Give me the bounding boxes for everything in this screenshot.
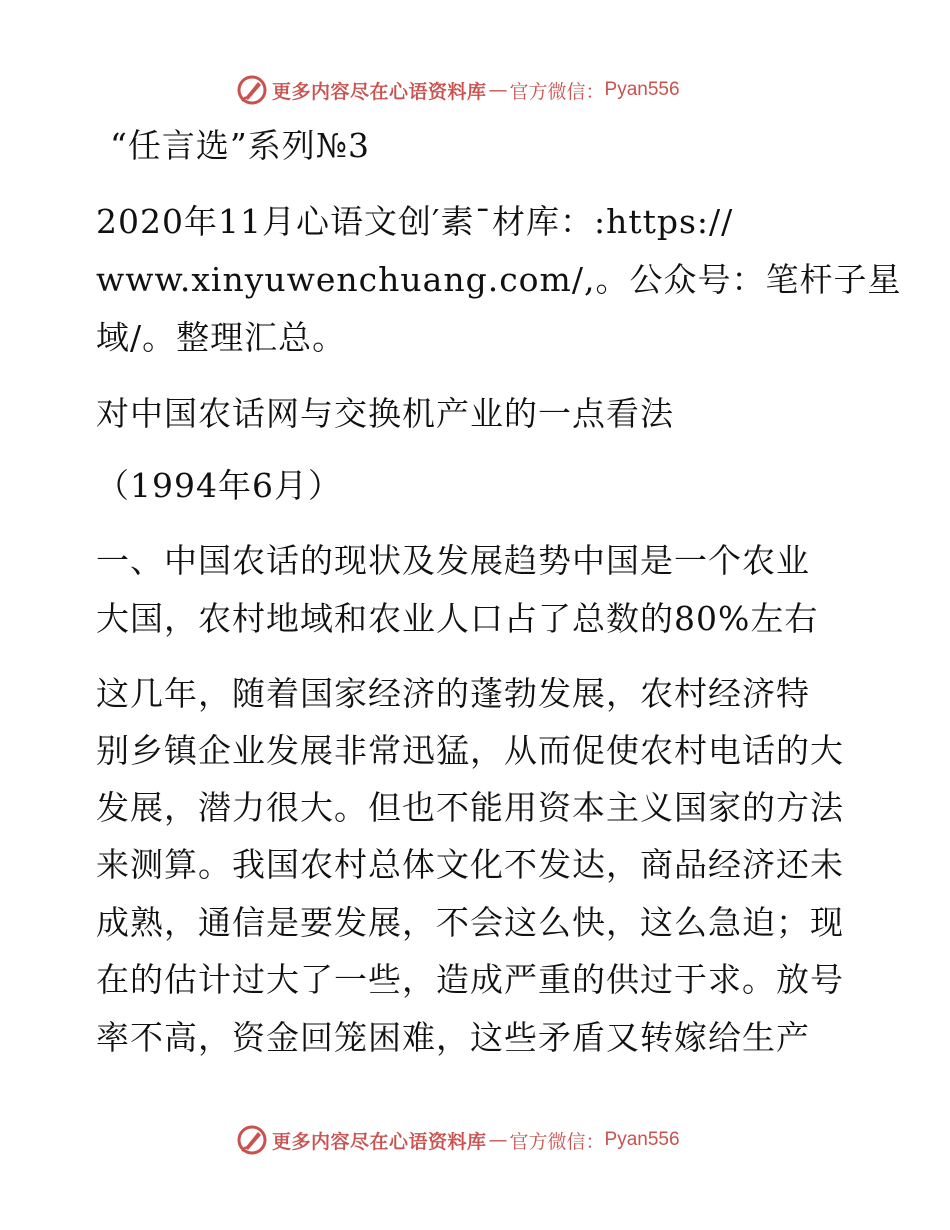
paragraph-line-1: 这几年，随着国家经济的蓬勃发展，农村经济特	[96, 674, 810, 713]
paragraph-line-6: 在的估计过大了一些，造成严重的供过于求。放号	[96, 960, 844, 999]
banner-dash: —	[488, 79, 508, 101]
paragraph-line-5: 成熟，通信是要发展，不会这么快，这么急迫；现	[96, 903, 844, 942]
quill-logo-icon	[236, 1124, 268, 1156]
source-line-2: www.xinyuwenchuang.com/,。公众号：笔杆子星	[96, 260, 902, 299]
footer-banner	[236, 1122, 680, 1158]
section-one-line-1: 一、中国农话的现状及发展趋势中国是一个农业	[96, 541, 810, 580]
banner-text: 更多内容尽在心语资料库	[272, 80, 487, 103]
header-banner	[236, 72, 680, 108]
paragraph-line-4: 来测算。我国农村总体文化不发达，商品经济还未	[96, 845, 844, 884]
source-line-3: 域/。整理汇总。	[96, 318, 347, 357]
banner-wechat-id: Pyan556	[604, 79, 680, 100]
banner-official-label: 官方微信：	[509, 80, 605, 103]
article-date: （1994年6月）	[96, 466, 342, 505]
paragraph-line-7: 率不高，资金回笼困难，这些矛盾又转嫁给生产	[96, 1018, 810, 1057]
paragraph-line-2: 别乡镇企业发展非常迅猛，从而促使农村电话的大	[96, 731, 844, 770]
section-one-line-2: 大国，农村地域和农业人口占了总数的80%左右	[96, 599, 819, 638]
source-line-1: 2020年11月心语文创′素¯材库：:https://	[96, 202, 734, 241]
banner-wechat-id: Pyan556	[604, 1129, 680, 1150]
banner-official-label: 官方微信：	[509, 1130, 605, 1153]
series-title: “任言选”系列№3	[110, 126, 370, 165]
banner-dash: —	[488, 1129, 508, 1151]
paragraph-line-3: 发展，潜力很大。但也不能用资本主义国家的方法	[96, 788, 844, 827]
quill-logo-icon	[236, 74, 268, 106]
article-title: 对中国农话网与交换机产业的一点看法	[96, 394, 674, 433]
banner-text: 更多内容尽在心语资料库	[272, 1130, 487, 1153]
